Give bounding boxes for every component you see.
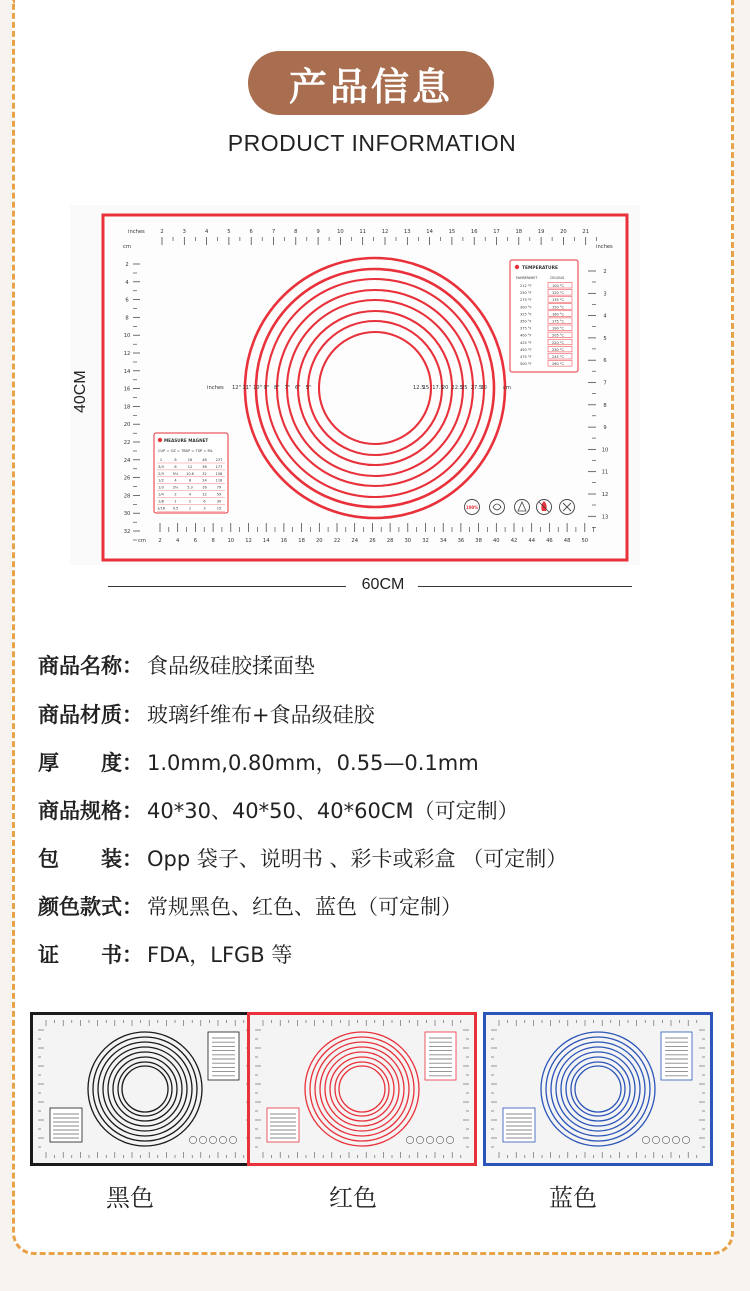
measure-value: 2 <box>188 499 192 504</box>
top-ruler-number: 2 <box>160 229 164 235</box>
measure-value: 158 <box>215 471 223 476</box>
right-ruler-number: 10 <box>601 447 609 454</box>
temperature-value: 300 °F <box>520 305 532 310</box>
top-ruler-number: 11 <box>359 229 367 235</box>
measure-value: 79 <box>216 485 222 490</box>
spec-row <box>38 795 519 825</box>
bottom-ruler-number: 44 <box>528 538 536 544</box>
left-ruler-number: 28 <box>123 493 131 500</box>
spec-label: 商品规格： <box>38 799 143 823</box>
spec-value: 1.0mm,0.80mm，0.55—0.1mm <box>147 751 479 775</box>
measure-value: 1/8 <box>158 499 164 504</box>
measure-value: 2 <box>174 492 177 497</box>
measure-value: 12 <box>202 492 207 497</box>
circle-inches-number: 11" <box>242 385 252 391</box>
circle-cm-number: 17.5 <box>432 385 444 391</box>
temperature-value: 475 °F <box>520 355 532 359</box>
measure-value: 1/3 <box>158 485 164 490</box>
right-ruler-number: 5 <box>603 335 607 342</box>
measure-value: 3 <box>203 506 206 511</box>
bottom-ruler-number: 40 <box>492 538 500 544</box>
measure-value: 2⅔ <box>172 485 179 490</box>
right-ruler-number: 9 <box>603 425 607 432</box>
measure-value: 1 <box>159 458 163 462</box>
bottom-ruler-number: 26 <box>369 538 376 544</box>
bottom-ruler-number: 34 <box>439 538 447 544</box>
circle-inches-number: 12" <box>232 385 241 391</box>
spec-value: 玻璃纤维布+食品级硅胶 <box>147 703 375 727</box>
top-ruler-number: 6 <box>249 229 253 235</box>
temperature-dot <box>515 265 519 269</box>
variant-label-blue: 蓝色 <box>549 1184 597 1212</box>
temperature-header: FAHRENHEIT <box>516 276 538 280</box>
measure-value: 36 <box>202 464 207 469</box>
measure-value: 16 <box>202 485 207 490</box>
spec-label: 颜色款式： <box>38 895 143 919</box>
measure-value: 12 <box>187 464 193 469</box>
measure-value: 0.5 <box>172 506 179 511</box>
variant-mat-drawing <box>483 1012 713 1166</box>
measure-value: 16 <box>187 458 193 462</box>
temperature-value: 175 °C <box>552 319 564 324</box>
spec-value: 常规黑色、红色、蓝色（可定制） <box>147 895 462 919</box>
bottom-ruler-number: 32 <box>422 538 429 544</box>
variant-temperature-table <box>425 1032 456 1080</box>
measure-value: 30 <box>216 499 222 504</box>
temperature-value: 325 °F <box>520 312 532 317</box>
measure-value: 4 <box>174 478 177 483</box>
variant-thumbnail-red <box>247 1012 477 1166</box>
spec-value: 40*30、40*50、40*60CM（可定制） <box>147 799 519 823</box>
measure-value: 15 <box>216 506 222 511</box>
circle-inches-number: 9" <box>263 385 270 391</box>
measure-header: CUP = OZ = TBSP = TSP = ML <box>158 449 213 453</box>
top-ruler-number: 21 <box>582 229 590 235</box>
left-ruler-number: 14 <box>123 368 131 375</box>
bottom-ruler-number: 4 <box>176 538 180 544</box>
bottom-ruler-number: 16 <box>280 538 288 544</box>
top-ruler-number: 7 <box>271 229 276 235</box>
measure-value: 237 <box>215 458 223 462</box>
bottom-ruler-label: cm <box>138 538 146 544</box>
measure-value: 1/2 <box>158 478 164 483</box>
bottom-ruler-number: 50 <box>581 538 589 544</box>
measure-value: 4 <box>188 492 192 497</box>
left-ruler-number: 4 <box>125 279 129 286</box>
spec-label: 商品材质： <box>38 703 143 727</box>
top-ruler-number: 16 <box>470 229 478 235</box>
bottom-ruler-number: 22 <box>333 538 341 544</box>
spec-label: 证 书： <box>38 943 143 967</box>
page-subtitle: PRODUCT INFORMATION <box>227 130 517 156</box>
measure-value: 5.3 <box>187 485 193 490</box>
badge-100-text: 100% <box>465 505 479 510</box>
right-ruler-label: inches <box>596 244 613 250</box>
temperature-value: 212 °F <box>520 284 532 288</box>
bottom-ruler-number: 48 <box>563 538 571 544</box>
variant-label-red: 红色 <box>329 1184 377 1212</box>
temperature-value: 160 °C <box>552 312 564 317</box>
bottom-ruler-number: 24 <box>351 538 359 544</box>
variant-temperature-table <box>208 1032 239 1080</box>
left-ruler-number: 26 <box>123 475 131 482</box>
left-ruler-number: 12 <box>123 351 131 357</box>
bottom-ruler-number: 8 <box>211 538 215 544</box>
circle-cm-number: 25 <box>461 385 468 391</box>
baking-mat-illustration <box>70 205 640 565</box>
temperature-value: 230 °C <box>552 347 564 352</box>
variant-mat-drawing <box>30 1012 260 1166</box>
measure-value: 3/4 <box>158 464 164 469</box>
bottom-ruler-number: 28 <box>386 538 394 544</box>
bottom-ruler-number: 20 <box>315 538 323 544</box>
variant-thumbnail-black <box>30 1012 260 1166</box>
top-ruler-number: 9 <box>316 229 320 235</box>
left-ruler-number: 10 <box>123 333 131 340</box>
top-ruler-number: 17 <box>493 229 500 235</box>
circle-inches-number: 6" <box>295 385 301 391</box>
bottom-ruler-number: 18 <box>298 538 305 544</box>
temperature-value: 220 °C <box>552 340 564 345</box>
right-ruler-number: 4 <box>603 313 607 320</box>
circle-cm-number: 30 <box>480 385 487 391</box>
temperature-value: 245 °C <box>552 355 564 359</box>
measure-value: 6 <box>174 464 177 469</box>
right-ruler-number: 12 <box>601 492 609 498</box>
variant-temperature-table <box>661 1032 692 1080</box>
top-ruler-number: 10 <box>337 229 344 235</box>
temperature-title: TEMPERATURE <box>522 266 558 271</box>
variant-thumbnail-blue <box>483 1012 713 1166</box>
mat-height-dimension: 40CM <box>72 370 89 414</box>
measure-value: 8 <box>174 458 177 462</box>
measure-value: 59 <box>216 492 222 497</box>
temperature-value: 205 °C <box>552 333 564 338</box>
left-ruler-label: cm <box>123 244 131 250</box>
bottom-ruler-number: 10 <box>227 538 235 544</box>
top-ruler-number: 20 <box>560 229 567 235</box>
spec-label: 厚 度： <box>38 751 143 775</box>
temperature-value: 135 °C <box>552 298 564 303</box>
circle-cm-number: 22.5 <box>451 385 463 391</box>
left-ruler-number: 20 <box>123 422 131 429</box>
top-ruler-number: 12 <box>381 229 389 235</box>
top-ruler-number: 14 <box>426 229 433 235</box>
measure-title: MEASURE MAGNET <box>164 438 209 443</box>
measure-dot <box>158 438 162 442</box>
variant-label-black: 黑色 <box>106 1184 154 1212</box>
measure-value: 177 <box>215 464 223 469</box>
page-title: 产品信息 <box>248 51 494 115</box>
temperature-value: 100 °C <box>552 284 564 288</box>
temperature-value: 275 °F <box>520 298 532 303</box>
circle-inches-label: inches <box>207 385 224 391</box>
measure-value: 1/4 <box>158 492 164 497</box>
measure-value: 32 <box>202 471 207 476</box>
circle-cm-number: 27.5 <box>470 385 483 391</box>
temperature-header: CELSIUS <box>550 276 565 280</box>
spec-row <box>38 699 375 729</box>
right-ruler-number: 6 <box>603 358 607 365</box>
bottom-ruler-number: 2 <box>158 538 162 544</box>
top-ruler-number: 5 <box>227 229 231 235</box>
spec-row <box>38 650 315 680</box>
temperature-value: 190 °C <box>552 326 564 331</box>
bottom-ruler-number: 42 <box>510 538 518 544</box>
temperature-value: 260 °C <box>552 362 564 367</box>
circle-inches-number: 5" <box>305 385 312 391</box>
left-ruler-number: 2 <box>125 262 129 268</box>
temperature-value: 350 °F <box>520 319 532 324</box>
temperature-value: 250 °F <box>520 291 532 296</box>
measure-value: 1 <box>174 499 177 504</box>
top-ruler-number: 13 <box>403 229 411 235</box>
variant-mat-drawing <box>247 1012 477 1166</box>
spec-row <box>38 843 567 873</box>
right-ruler-number: 7 <box>603 380 607 387</box>
circle-cm-label: cm <box>503 385 511 391</box>
measure-value: 48 <box>202 458 207 462</box>
right-ruler-number: 3 <box>603 291 607 298</box>
spec-row <box>38 891 462 921</box>
left-ruler-number: 18 <box>123 404 131 411</box>
bottom-ruler-number: 46 <box>546 538 553 544</box>
spec-value: FDA，LFGB 等 <box>147 943 293 967</box>
bottom-ruler-number: 30 <box>404 538 412 544</box>
bottom-ruler-number: 6 <box>193 538 198 544</box>
temperature-value: 120 °C <box>552 291 564 296</box>
spec-value: 食品级硅胶揉面垫 <box>147 654 315 678</box>
measure-value: 6 <box>203 499 206 504</box>
circle-inches-number: 7" <box>284 385 291 391</box>
bottom-ruler-number: 36 <box>457 538 465 544</box>
variant-measure-table <box>267 1108 299 1142</box>
right-ruler-number: 8 <box>603 402 607 409</box>
left-ruler-number: 30 <box>123 511 131 518</box>
dimension-line-left <box>108 586 346 587</box>
left-ruler-number: 8 <box>125 315 129 322</box>
top-ruler-number: 15 <box>448 229 456 235</box>
left-ruler-number: 24 <box>123 457 131 464</box>
measure-value: 8 <box>188 478 192 483</box>
circle-cm-number: 20 <box>441 385 449 391</box>
temperature-value: 500 °F <box>520 362 532 367</box>
left-ruler-number: 6 <box>125 297 129 304</box>
spec-row <box>38 747 479 777</box>
measure-value: 24 <box>202 478 207 483</box>
measure-value: 10.6 <box>186 471 194 476</box>
circle-inches-number: 8" <box>274 385 280 391</box>
top-ruler-number: 3 <box>182 229 186 235</box>
top-ruler-label: inches <box>128 229 145 235</box>
temperature-value: 400 °F <box>520 333 532 338</box>
top-ruler-number: 4 <box>204 229 209 235</box>
top-ruler-number: 8 <box>294 229 298 235</box>
temperature-value: 375 °F <box>520 326 532 331</box>
measure-value: 118 <box>215 478 223 483</box>
circle-cm-number: 15 <box>422 385 430 391</box>
circle-cm-number: 12.5 <box>413 385 425 391</box>
spec-value: Opp 袋子、说明书 、彩卡或彩盒 （可定制） <box>147 847 568 871</box>
spec-label: 商品名称： <box>38 654 143 678</box>
bottom-ruler-number: 12 <box>245 538 252 544</box>
left-ruler-number: 16 <box>123 386 131 393</box>
circle-inches-number: 10" <box>253 385 262 391</box>
right-ruler-number: 2 <box>603 269 607 275</box>
dimension-line-right <box>418 586 632 587</box>
spec-row <box>38 939 292 969</box>
measure-value: 1/16 <box>157 506 165 511</box>
variant-measure-table <box>50 1108 82 1142</box>
mat-width-dimension: 60CM <box>361 576 405 593</box>
top-ruler-number: 18 <box>515 229 523 235</box>
temperature-value: 150 °C <box>552 305 564 310</box>
temperature-value: 425 °F <box>520 340 532 345</box>
right-ruler-number: 13 <box>601 514 609 521</box>
variant-measure-table <box>503 1108 535 1142</box>
bottom-ruler-number: 14 <box>262 538 270 544</box>
measure-value: 2/3 <box>158 471 164 476</box>
left-ruler-number: 32 <box>123 529 131 535</box>
temperature-value: 450 °F <box>520 347 532 352</box>
spec-label: 包 装： <box>38 847 143 871</box>
top-ruler-number: 19 <box>537 229 545 235</box>
measure-value: 5⅓ <box>172 471 179 476</box>
left-ruler-number: 22 <box>123 440 131 446</box>
measure-value: 1 <box>188 506 192 511</box>
right-ruler-number: 11 <box>601 469 609 476</box>
bottom-ruler-number: 38 <box>475 538 482 544</box>
